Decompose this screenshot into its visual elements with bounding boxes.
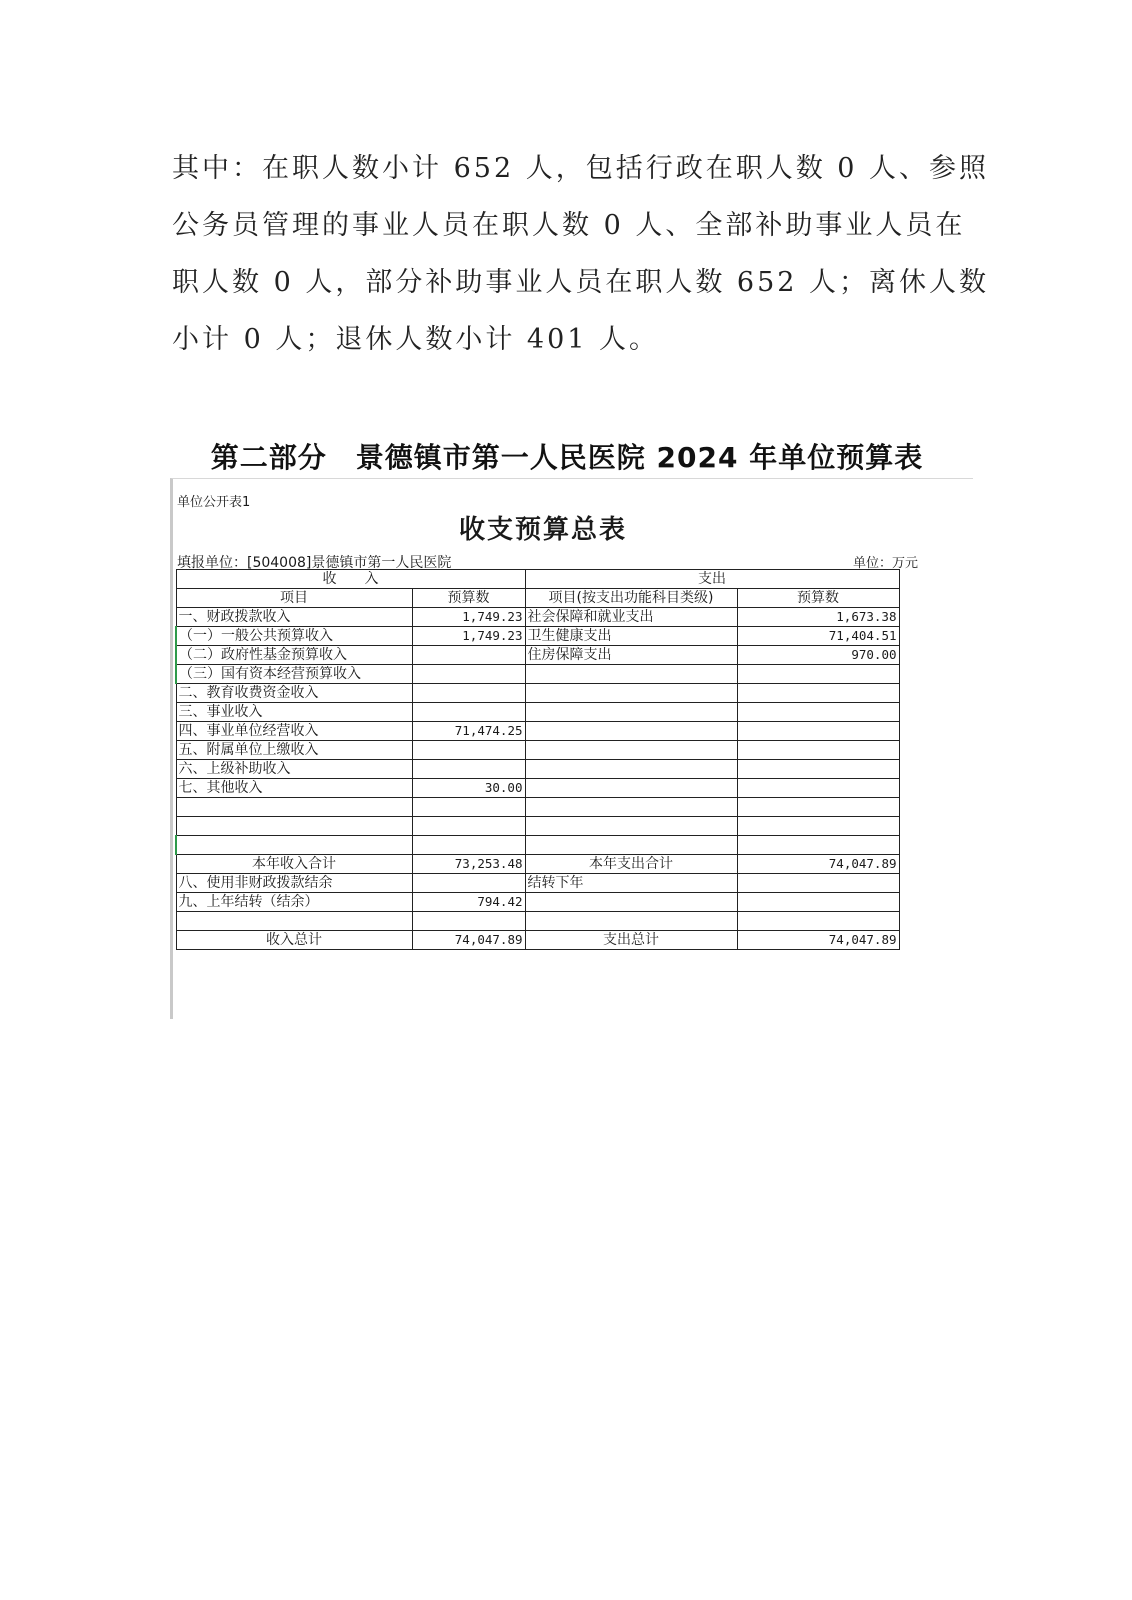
income-item-cell: 本年收入合计 — [176, 855, 412, 874]
income-budget-cell — [412, 817, 525, 836]
expense-item-cell: 社会保障和就业支出 — [525, 608, 737, 627]
expense-budget-cell: 74,047.89 — [737, 931, 899, 950]
income-budget-cell: 74,047.89 — [412, 931, 525, 950]
table-row — [176, 817, 899, 836]
expense-budget-cell — [737, 760, 899, 779]
income-item-cell: 八、使用非财政拨款结余 — [176, 874, 412, 893]
income-item-cell: 一、财政拨款收入 — [176, 608, 412, 627]
table-row — [176, 741, 899, 760]
income-group-header: 收 入 — [176, 570, 525, 589]
expense-budget-cell: 74,047.89 — [737, 855, 899, 874]
income-item-cell — [176, 912, 412, 931]
table-row — [176, 779, 899, 798]
income-item-cell: （一）一般公共预算收入 — [176, 627, 412, 646]
part-title: 第二部分 景德镇市第一人民医院 2024 年单位预算表 — [210, 441, 924, 474]
income-budget-cell: 1,749.23 — [412, 627, 525, 646]
expense-budget-cell — [737, 798, 899, 817]
table-row — [176, 874, 899, 893]
income-item-cell: （二）政府性基金预算收入 — [176, 646, 412, 665]
expense-item-cell: 住房保障支出 — [525, 646, 737, 665]
expense-budget-cell — [737, 684, 899, 703]
income-budget-cell — [412, 798, 525, 817]
expense-budget-cell: 71,404.51 — [737, 627, 899, 646]
expense-item-cell — [525, 836, 737, 855]
sheet-tag: 单位公开表1 — [177, 495, 251, 510]
expense-budget-cell: 1,673.38 — [737, 608, 899, 627]
col-header-budget: 预算数 — [412, 589, 525, 608]
income-budget-cell — [412, 912, 525, 931]
income-budget-cell — [412, 760, 525, 779]
table-title: 收支预算总表 — [458, 515, 627, 545]
expense-budget-cell — [737, 874, 899, 893]
expense-item-cell — [525, 665, 737, 684]
staff-paragraph — [172, 140, 990, 368]
table-row — [176, 627, 899, 646]
expense-budget-cell — [737, 893, 899, 912]
budget-table-image — [170, 478, 973, 1019]
income-budget-cell: 1,749.23 — [412, 608, 525, 627]
expense-budget-cell — [737, 817, 899, 836]
table-row — [176, 760, 899, 779]
table-row — [176, 855, 899, 874]
expense-item-cell — [525, 741, 737, 760]
table-row — [176, 836, 899, 855]
expense-item-cell — [525, 722, 737, 741]
expense-item-cell — [525, 703, 737, 722]
col-header-budget-expense: 预算数 — [737, 589, 899, 608]
paragraph-line: 公务员管理的事业人员在职人数 0 人、全部补助事业人员在 — [172, 210, 966, 241]
col-header-item: 项目 — [176, 589, 412, 608]
expense-item-cell — [525, 912, 737, 931]
filler-unit-label: 填报单位：[504008]景德镇市第一人民医院 — [177, 555, 452, 571]
income-item-cell: 四、事业单位经营收入 — [176, 722, 412, 741]
income-item-cell — [176, 798, 412, 817]
table-row — [176, 608, 899, 627]
income-item-cell: （三）国有资本经营预算收入 — [176, 665, 412, 684]
table-row — [176, 912, 899, 931]
income-budget-cell — [412, 684, 525, 703]
income-item-cell: 五、附属单位上缴收入 — [176, 741, 412, 760]
col-header-item-expense: 项目(按支出功能科目类级) — [525, 589, 737, 608]
expense-item-cell — [525, 779, 737, 798]
expense-item-cell — [525, 817, 737, 836]
income-budget-cell: 73,253.48 — [412, 855, 525, 874]
expense-budget-cell — [737, 741, 899, 760]
expense-budget-cell — [737, 665, 899, 684]
table-row — [176, 722, 899, 741]
income-item-cell: 六、上级补助收入 — [176, 760, 412, 779]
income-budget-cell — [412, 836, 525, 855]
budget-summary-table — [175, 569, 900, 950]
expense-item-cell — [525, 684, 737, 703]
table-row — [176, 665, 899, 684]
expense-item-cell — [525, 760, 737, 779]
table-row — [176, 931, 899, 950]
income-budget-cell — [412, 646, 525, 665]
paragraph-line: 其中：在职人数小计 652 人，包括行政在职人数 0 人、参照 — [172, 153, 990, 184]
income-item-cell: 二、教育收费资金收入 — [176, 684, 412, 703]
expense-item-cell — [525, 893, 737, 912]
income-budget-cell: 30.00 — [412, 779, 525, 798]
expense-budget-cell — [737, 722, 899, 741]
income-budget-cell — [412, 874, 525, 893]
expense-budget-cell — [737, 836, 899, 855]
table-column-header-row — [176, 589, 899, 608]
income-item-cell — [176, 817, 412, 836]
table-row — [176, 893, 899, 912]
paragraph-line: 小计 0 人；退休人数小计 401 人。 — [172, 324, 660, 355]
expense-item-cell: 结转下年 — [525, 874, 737, 893]
table-row — [176, 798, 899, 817]
expense-group-header: 支出 — [525, 570, 899, 589]
table-row — [176, 646, 899, 665]
income-item-cell: 收入总计 — [176, 931, 412, 950]
income-item-cell: 三、事业收入 — [176, 703, 412, 722]
income-budget-cell — [412, 703, 525, 722]
expense-item-cell — [525, 798, 737, 817]
income-item-cell: 九、上年结转（结余） — [176, 893, 412, 912]
income-budget-cell: 71,474.25 — [412, 722, 525, 741]
expense-budget-cell — [737, 779, 899, 798]
table-row — [176, 703, 899, 722]
income-item-cell — [176, 836, 412, 855]
income-budget-cell — [412, 665, 525, 684]
table-group-header-row — [176, 570, 899, 589]
income-item-cell: 七、其他收入 — [176, 779, 412, 798]
expense-item-cell: 卫生健康支出 — [525, 627, 737, 646]
expense-budget-cell: 970.00 — [737, 646, 899, 665]
expense-item-cell: 本年支出合计 — [525, 855, 737, 874]
income-budget-cell — [412, 741, 525, 760]
expense-item-cell: 支出总计 — [525, 931, 737, 950]
paragraph-line: 职人数 0 人，部分补助事业人员在职人数 652 人；离休人数 — [172, 267, 990, 298]
currency-unit-label: 单位：万元 — [853, 556, 919, 571]
table-row — [176, 684, 899, 703]
expense-budget-cell — [737, 703, 899, 722]
expense-budget-cell — [737, 912, 899, 931]
income-budget-cell: 794.42 — [412, 893, 525, 912]
